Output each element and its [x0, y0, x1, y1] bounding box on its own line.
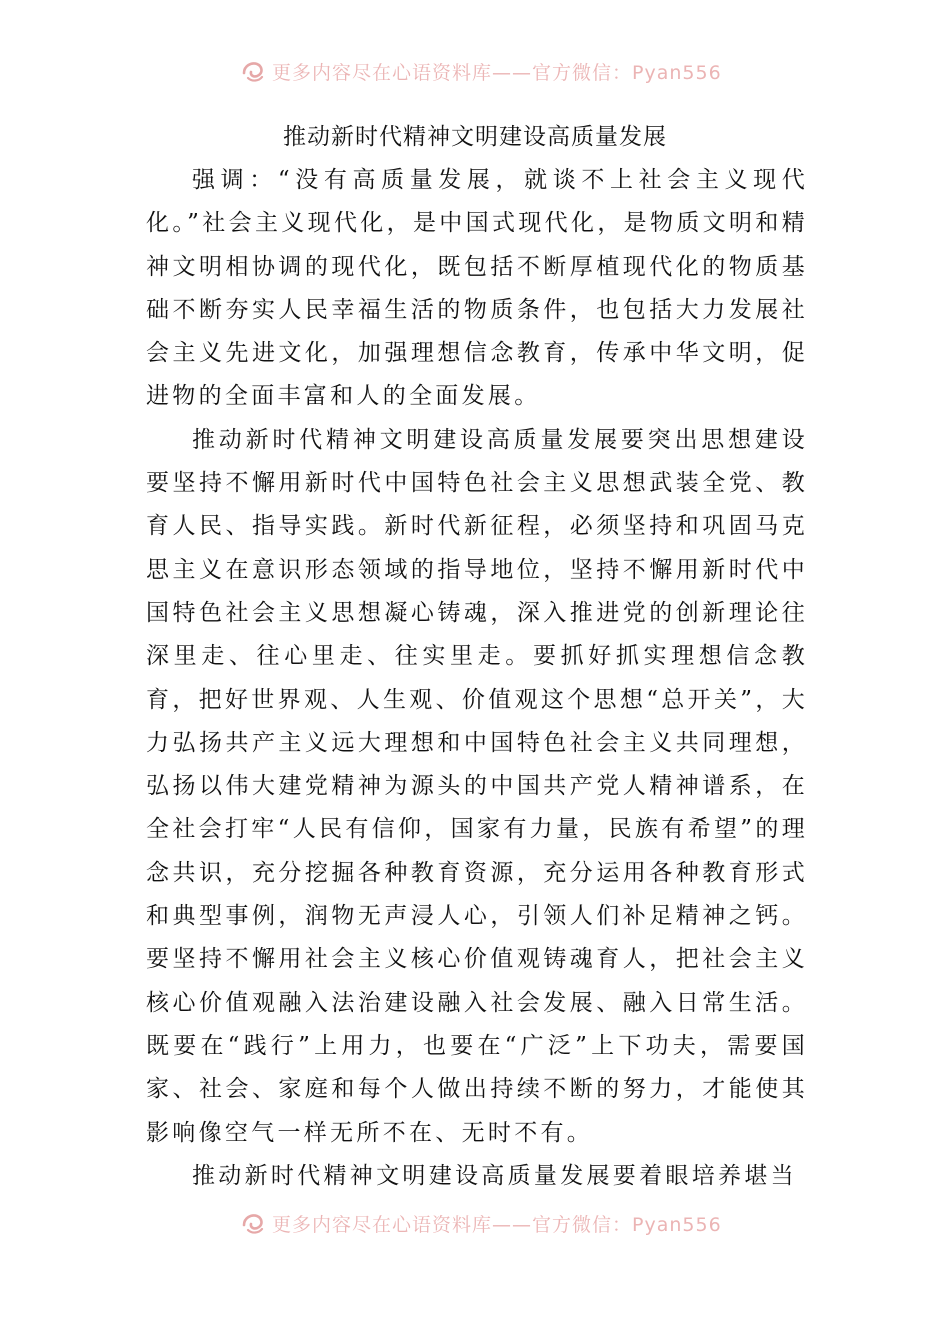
watermark-footer	[240, 1208, 760, 1238]
swirl-logo-icon	[240, 1210, 266, 1236]
swirl-logo-icon	[240, 58, 266, 84]
watermark-text: 更多内容尽在心语资料库——官方微信：Pyan556	[272, 61, 722, 84]
paragraph: 推动新时代精神文明建设高质量发展要着眼培养堪当	[192, 1162, 797, 1189]
document-title: 推动新时代精神文明建设高质量发展	[283, 124, 667, 150]
document-body	[146, 159, 808, 1198]
paragraph: 推动新时代精神文明建设高质量发展要突出思想建设要坚持不懈用新时代中国特色社会主义思想武装全党、教育人民、指导实践。新时代新征程，必须坚持和巩固马克思主义在意识形态领域的指导地位，坚持不懈用新时代中国特色社会主义思想凝心铸魂，深入推进党的创新理论往深里走、往心里走、往实里走。要抓好抓实理想信念教育，把好世界观、人生观、价值观这个思想“总开关”，大力弘扬共产主义远大理想和中国特色社会主义共同理想，弘扬以伟大建党精神为源头的中国共产党人精神谱系，在全社会打牢“人民有信仰，国家有力量，民族有希望”的理念共识，充分挖掘各种教育资源，充分运用各种教育形式和典型事例，润物无声浸人心，引领人们补足精神之钙。要坚持不懈用社会主义核心价值观铸魂育人，把社会主义核心价值观融入法治建设融入社会发展、融入日常生活。既要在“践行”上用力，也要在“广泛”上下功夫，需要国家、社会、家庭和每个人做出持续不断的努力，才能使其影响像空气一样无所不在、无时不有。	[146, 426, 808, 1146]
paragraph: 强调：“没有高质量发展，就谈不上社会主义现代化。”社会主义现代化，是中国式现代化，是物质文明和精神文明相协调的现代化，既包括不断厚植现代化的物质基础不断夯实人民幸福生活的物质条件，也包括大力发展社会主义先进文化，加强理想信念教育，传承中华文明，促进物的全面丰富和人的全面发展。	[146, 167, 808, 410]
watermark-text: 更多内容尽在心语资料库——官方微信：Pyan556	[272, 1213, 722, 1236]
watermark-header	[240, 56, 760, 86]
